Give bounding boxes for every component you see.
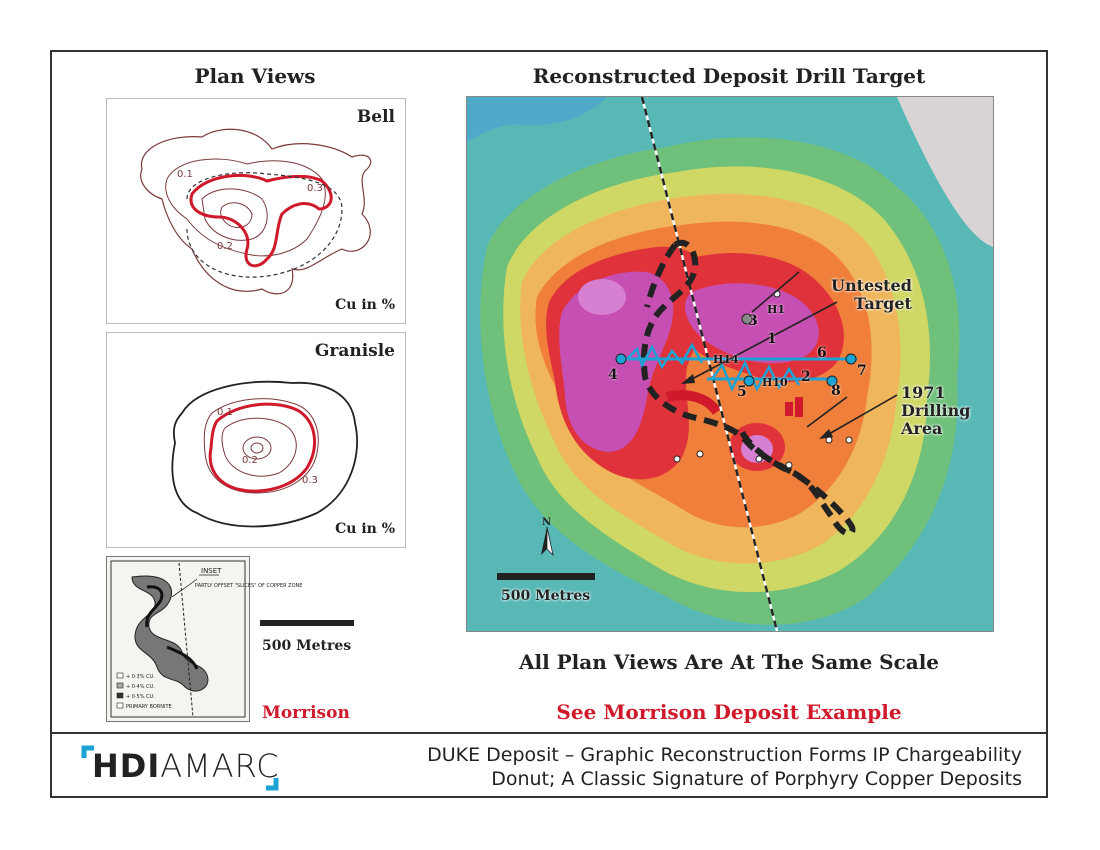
see-morrison-link: See Morrison Deposit Example xyxy=(556,700,902,724)
logo-wordmark: HDIAMARC xyxy=(92,747,280,785)
drill-target-heading: Reconstructed Deposit Drill Target xyxy=(532,64,926,88)
same-scale-note: All Plan Views Are At The Same Scale xyxy=(518,650,940,674)
inset-legend-item: + 0·5% CU. xyxy=(126,694,155,700)
north-arrow-label: N xyxy=(542,517,552,528)
inset-legend-item: + 0·3% CU. xyxy=(126,674,155,680)
hole-label: 2 xyxy=(801,369,811,385)
morrison-inset-panel xyxy=(106,556,303,722)
drilling-area-label: 1971 Drilling Area xyxy=(901,383,971,438)
granisle-plan-panel xyxy=(106,332,406,548)
bell-units: Cu in % xyxy=(335,297,395,313)
granisle-contour-label: 0.2 xyxy=(242,455,258,466)
granisle-contour-label: 0.3 xyxy=(302,475,318,486)
bell-contour-label: 0.1 xyxy=(177,169,193,180)
footer-caption-line-2: Donut; A Classic Signature of Porphyry Copper Deposits xyxy=(491,768,1022,790)
hole-label: 4 xyxy=(608,367,618,383)
untested-target-label: Untested Target xyxy=(831,276,912,313)
granisle-title: Granisle xyxy=(314,341,395,361)
bell-title: Bell xyxy=(356,107,395,127)
left-scale-label: 500 Metres xyxy=(262,638,352,654)
morrison-label: Morrison xyxy=(262,703,350,723)
hole-label: 8 xyxy=(831,383,841,399)
inset-title: INSET xyxy=(201,567,222,575)
hole-label: 1 xyxy=(767,331,777,347)
morrison-inset-map xyxy=(107,557,303,721)
map-scale-label: 500 Metres xyxy=(501,588,591,604)
hole-label: 3 xyxy=(748,313,758,329)
hole-label: H1 xyxy=(767,303,786,316)
bell-plan-panel xyxy=(106,98,406,324)
plan-views-heading: Plan Views xyxy=(194,64,316,88)
bell-contour-label: 0.3 xyxy=(307,183,323,194)
hdi-amarc-logo xyxy=(82,746,282,790)
bell-contour-map xyxy=(107,99,405,323)
hole-label: 7 xyxy=(857,363,867,379)
granisle-contour-map xyxy=(107,333,405,547)
footer-caption-line-1: DUKE Deposit – Graphic Reconstruction Forms IP Chargeability xyxy=(427,744,1022,766)
hole-label: H14 xyxy=(713,353,739,366)
hole-label: H10 xyxy=(762,376,788,389)
granisle-units: Cu in % xyxy=(335,521,395,537)
footer-divider xyxy=(50,732,1048,734)
inset-legend-item: + 0·4% CU. xyxy=(126,684,155,690)
inset-legend-item: PRIMARY BORNITE xyxy=(126,704,172,710)
hole-label: 6 xyxy=(817,345,827,361)
hole-label: 5 xyxy=(737,384,747,400)
bell-contour-label: 0.2 xyxy=(217,241,233,252)
ip-chargeability-map xyxy=(466,96,994,632)
inset-note: PARTLY OFFSET "SLICES" OF COPPER ZONE xyxy=(195,583,303,589)
left-scale-bar xyxy=(260,620,354,626)
granisle-contour-label: 0.1 xyxy=(217,407,233,418)
